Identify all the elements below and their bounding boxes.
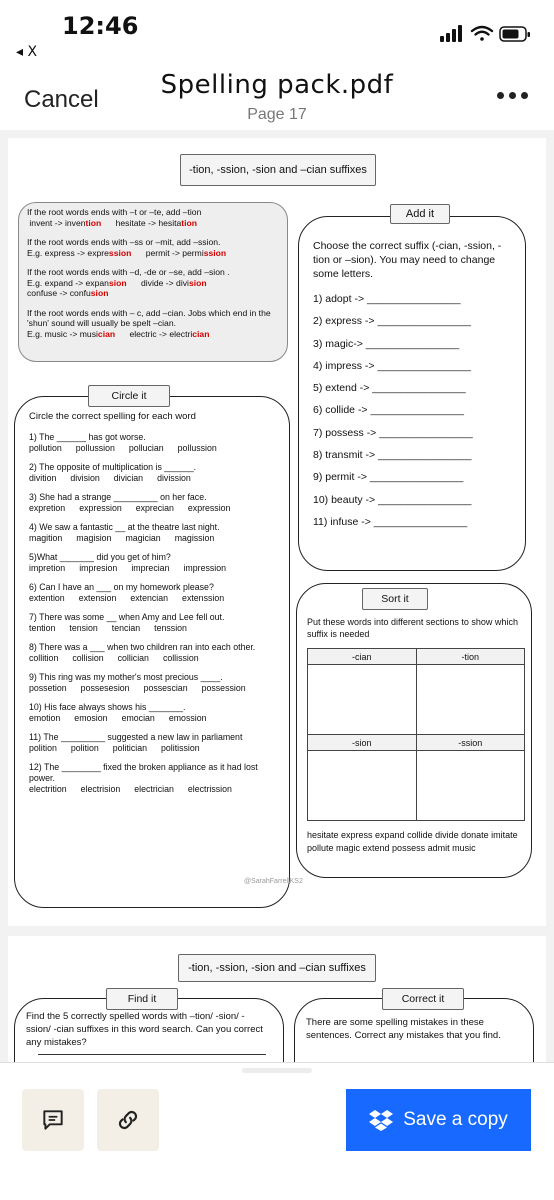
answer-options bbox=[29, 713, 275, 724]
sort-cell bbox=[308, 751, 417, 821]
add-it-tag: Add it bbox=[390, 204, 450, 224]
sort-table bbox=[307, 648, 525, 821]
question-text: 3) She had a strange _________ on her face. bbox=[29, 492, 207, 502]
answer-option[interactable]: polition bbox=[70, 743, 99, 753]
answer-option[interactable]: electrition bbox=[29, 784, 67, 794]
sort-it-tag: Sort it bbox=[362, 588, 428, 610]
question-text: 1) The ______ has got worse. bbox=[29, 432, 146, 442]
answer-option[interactable]: polition bbox=[29, 743, 57, 753]
answer-option[interactable]: electrician bbox=[134, 784, 174, 794]
answer-option[interactable]: magician bbox=[125, 533, 161, 543]
circle-question bbox=[29, 762, 275, 795]
add-it-item: 8) transmit -> ________________ bbox=[313, 449, 472, 462]
circle-question bbox=[29, 642, 275, 664]
sheet-handle[interactable] bbox=[242, 1068, 312, 1073]
add-it-item: 4) impress -> ________________ bbox=[313, 359, 471, 372]
answer-option[interactable]: emocian bbox=[121, 713, 155, 723]
add-it-instruction: Choose the correct suffix (-cian, -ssion, -tion or –sion). You may need to change some letters. bbox=[313, 240, 502, 280]
answer-option[interactable]: imprecian bbox=[131, 563, 170, 573]
circle-question bbox=[29, 462, 275, 484]
add-it-item: 11) infuse -> ________________ bbox=[313, 515, 468, 528]
save-copy-label: Save a copy bbox=[403, 1109, 508, 1130]
answer-option[interactable]: impression bbox=[183, 563, 227, 573]
answer-option[interactable]: magission bbox=[174, 533, 215, 543]
answer-options bbox=[29, 743, 275, 754]
answer-option[interactable]: tencian bbox=[111, 623, 141, 633]
answer-options bbox=[29, 623, 275, 634]
circle-it-tag: Circle it bbox=[88, 385, 170, 407]
find-it-tag: Find it bbox=[106, 988, 178, 1010]
add-it-item: 7) possess -> ________________ bbox=[313, 426, 473, 439]
cancel-button[interactable]: Cancel bbox=[24, 86, 99, 113]
answer-option[interactable]: pollution bbox=[29, 443, 62, 453]
page-indicator: Page 17 bbox=[247, 106, 307, 123]
answer-option[interactable]: extencian bbox=[130, 593, 169, 603]
rule-sion: If the root words ends with –d, -de or –se, add –sion . E.g. expand -> expansion divide -> division confuse -> confusion bbox=[27, 267, 230, 298]
answer-options bbox=[29, 533, 275, 544]
comment-icon bbox=[40, 1107, 66, 1133]
answer-option[interactable]: impresion bbox=[79, 563, 118, 573]
answer-options bbox=[29, 683, 275, 694]
answer-option[interactable]: possession bbox=[201, 683, 246, 693]
battery-icon bbox=[500, 27, 530, 41]
answer-option[interactable]: electrision bbox=[80, 784, 121, 794]
circle-question bbox=[29, 612, 275, 634]
sort-it-instruction: Put these words into different sections to show which suffix is needed bbox=[307, 617, 518, 639]
status-icons bbox=[440, 24, 532, 44]
add-it-item: 10) beauty -> ________________ bbox=[313, 493, 472, 506]
answer-option[interactable]: collission bbox=[162, 653, 199, 663]
answer-option[interactable]: pollussion bbox=[75, 443, 115, 453]
answer-option[interactable]: collition bbox=[29, 653, 59, 663]
answer-option[interactable]: tension bbox=[69, 623, 98, 633]
add-it-item: 2) express -> ________________ bbox=[313, 315, 471, 328]
viewer-header bbox=[0, 60, 554, 130]
word-search-grid-edge bbox=[38, 1054, 266, 1059]
sort-cell bbox=[416, 751, 525, 821]
question-text: 8) There was a ___ when two children ran into each other. bbox=[29, 642, 256, 652]
add-it-item: 3) magic-> ________________ bbox=[313, 337, 460, 350]
pdf-viewport[interactable] bbox=[0, 130, 554, 1062]
answer-options bbox=[29, 593, 275, 604]
more-options-icon[interactable] bbox=[497, 92, 528, 99]
sort-header: -cian bbox=[308, 649, 417, 665]
sort-words: hesitate express expand collide divide donate imitate pollute magic extend possess admit music bbox=[307, 830, 518, 853]
question-text: 12) The ________ fixed the broken appliance as it had lost power. bbox=[29, 762, 258, 783]
dropbox-icon bbox=[369, 1109, 393, 1131]
answer-options bbox=[29, 784, 275, 795]
answer-option[interactable]: divission bbox=[157, 473, 191, 483]
wifi-icon bbox=[472, 27, 492, 41]
question-text: 10) His face always shows his _______. bbox=[29, 702, 186, 712]
answer-option[interactable]: extention bbox=[29, 593, 65, 603]
answer-option[interactable]: emosion bbox=[74, 713, 108, 723]
author-credit: @SarahFarrellKS2 bbox=[244, 878, 303, 885]
add-it-section bbox=[298, 216, 526, 571]
pdf-page bbox=[8, 138, 546, 926]
circle-it-instruction: Circle the correct spelling for each word bbox=[29, 411, 196, 422]
answer-option[interactable]: divition bbox=[29, 473, 57, 483]
answer-option[interactable]: expression bbox=[79, 503, 122, 513]
worksheet-title: -tion, -ssion, -sion and –cian suffixes bbox=[178, 954, 376, 982]
answer-options bbox=[29, 563, 275, 574]
sort-header: -ssion bbox=[416, 735, 525, 751]
answer-option[interactable]: possescian bbox=[143, 683, 188, 693]
question-text: 4) We saw a fantastic __ at the theatre last night. bbox=[29, 522, 220, 532]
bottom-toolbar bbox=[0, 1075, 554, 1200]
answer-option[interactable]: collician bbox=[117, 653, 149, 663]
question-text: 7) There was some __ when Amy and Lee fell out. bbox=[29, 612, 225, 622]
circle-question bbox=[29, 492, 275, 514]
question-text: 9) This ring was my mother's most precious ____. bbox=[29, 672, 223, 682]
circle-it-section bbox=[14, 396, 290, 908]
rules-box bbox=[18, 202, 288, 362]
answer-options bbox=[29, 443, 275, 454]
add-it-item: 9) permit -> ________________ bbox=[313, 471, 464, 484]
answer-options bbox=[29, 473, 275, 484]
answer-option[interactable]: extenssion bbox=[182, 593, 225, 603]
answer-options bbox=[29, 503, 275, 514]
copy-link-button[interactable] bbox=[97, 1089, 159, 1151]
circle-question bbox=[29, 582, 275, 604]
correct-it-text: There are some spelling mistakes in these sentences. Correct any mistakes that you find. bbox=[306, 1017, 501, 1041]
pdf-page bbox=[8, 936, 546, 1062]
add-it-item: 1) adopt -> ________________ bbox=[313, 293, 461, 305]
correct-it-tag: Correct it bbox=[382, 988, 464, 1010]
circle-question bbox=[29, 672, 275, 694]
answer-option[interactable]: exprecian bbox=[135, 503, 174, 513]
sort-it-section bbox=[296, 583, 532, 878]
question-text: 2) The opposite of multiplication is ______. bbox=[29, 462, 197, 472]
answer-option[interactable]: emotion bbox=[29, 713, 61, 723]
circle-question bbox=[29, 702, 275, 724]
link-icon bbox=[115, 1107, 141, 1133]
rule-tion: If the root words ends with –t or –te, add –tion invent -> invention hesitate -> hesitation bbox=[27, 207, 202, 228]
answer-option[interactable]: pollussion bbox=[177, 443, 217, 453]
answer-option[interactable]: pollucian bbox=[128, 443, 164, 453]
add-it-item: 6) collide -> ________________ bbox=[313, 404, 464, 417]
answer-option[interactable]: extension bbox=[78, 593, 117, 603]
document-title: Spelling pack.pdf bbox=[160, 70, 394, 100]
answer-option[interactable]: magision bbox=[76, 533, 112, 543]
answer-option[interactable]: impretion bbox=[29, 563, 66, 573]
rule-cian: If the root words ends with – c, add –cian. Jobs which end in the 'shun' sound will usually be spelt –cian. E.g. music -> musician electric -> electrician bbox=[27, 307, 271, 339]
answer-options bbox=[29, 653, 275, 664]
cellular-signal-icon bbox=[440, 25, 462, 42]
back-to-app-link[interactable]: ◂ X bbox=[16, 44, 38, 60]
circle-question bbox=[29, 552, 275, 574]
answer-option[interactable]: collision bbox=[72, 653, 104, 663]
answer-option[interactable]: division bbox=[70, 473, 100, 483]
answer-option[interactable]: divician bbox=[113, 473, 144, 483]
find-it-text: Find the 5 correctly spelled words with –tion/ -sion/ -ssion/ -cian suffixes in this word search. Can you correct any mistakes? bbox=[26, 1011, 263, 1048]
circle-question bbox=[29, 432, 275, 454]
question-text: 5)What _______ did you get of him? bbox=[29, 552, 171, 562]
sort-cell bbox=[308, 665, 417, 735]
clock: 12:46 bbox=[62, 12, 139, 40]
question-text: 6) Can I have an ___ on my homework please? bbox=[29, 582, 214, 592]
answer-option[interactable]: tention bbox=[29, 623, 56, 633]
worksheet-title: -tion, -ssion, -sion and –cian suffixes bbox=[180, 154, 376, 186]
answer-option[interactable]: possetion bbox=[29, 683, 67, 693]
answer-option[interactable]: magition bbox=[29, 533, 63, 543]
rule-ssion: If the root words ends with –ss or –mit, add –ssion. E.g. express -> expression permit -> permission bbox=[27, 237, 227, 258]
circle-question bbox=[29, 522, 275, 544]
answer-option[interactable]: expretion bbox=[29, 503, 66, 513]
circle-question bbox=[29, 732, 275, 754]
answer-option[interactable]: possesesion bbox=[80, 683, 130, 693]
answer-option[interactable]: emossion bbox=[168, 713, 207, 723]
answer-option[interactable]: expression bbox=[187, 503, 231, 513]
answer-option[interactable]: politission bbox=[161, 743, 200, 753]
question-text: 11) The _________ suggested a new law in parliament bbox=[29, 732, 243, 742]
comment-button[interactable] bbox=[22, 1089, 84, 1151]
add-it-item: 5) extend -> ________________ bbox=[313, 382, 466, 395]
save-copy-button[interactable] bbox=[346, 1089, 531, 1151]
sort-header: -tion bbox=[416, 649, 525, 665]
answer-option[interactable]: politician bbox=[112, 743, 148, 753]
answer-option[interactable]: electrission bbox=[187, 784, 232, 794]
sort-cell bbox=[416, 665, 525, 735]
sort-header: -sion bbox=[308, 735, 417, 751]
answer-option[interactable]: tenssion bbox=[154, 623, 187, 633]
footer-divider bbox=[0, 1062, 554, 1063]
